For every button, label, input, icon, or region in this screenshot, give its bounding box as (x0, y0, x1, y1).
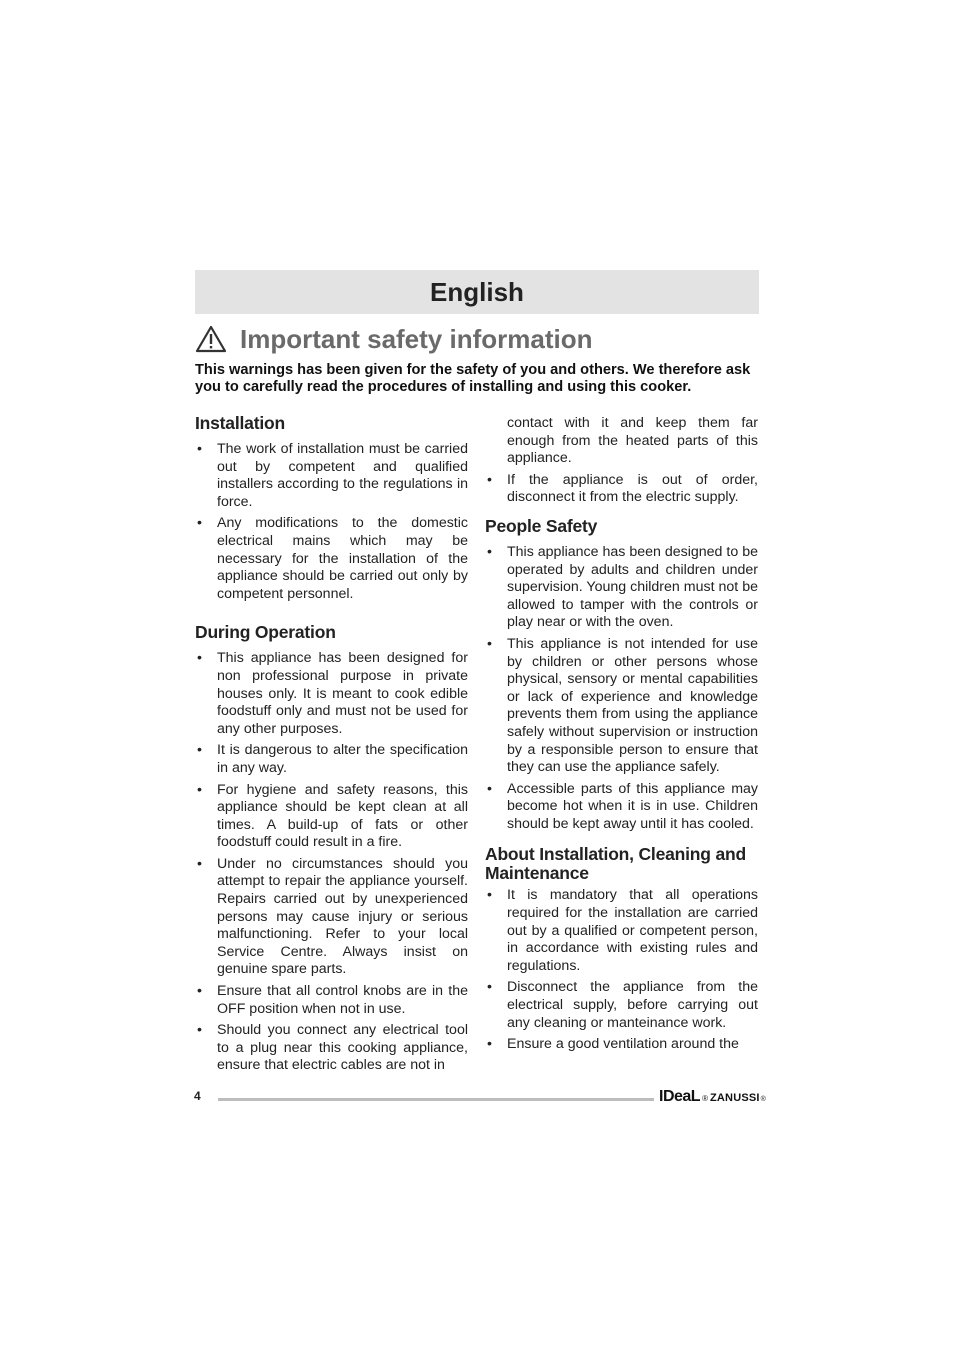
people-safety-list (485, 544, 758, 834)
footer-divider (218, 1098, 654, 1101)
list-item: • Disconnect the appliance from the electrical supply, before carrying out any cleaning or manteinance work. (487, 979, 758, 1031)
section-title-maintenance: About Installation, Cleaning and Maintenance (485, 844, 746, 884)
page-title: Important safety information (240, 323, 593, 354)
list-item: • Should you connect any electrical tool to a plug near this cooking appliance, ensure that electric cables are not in (197, 1022, 468, 1074)
list-item: • Any modifications to the domestic electrical mains which may be necessary for the installation of the appliance should be carried out only by competent personnel. (197, 515, 468, 602)
right-column (485, 415, 758, 1074)
list-item: • Accessible parts of this appliance may become hot when it is in use. Children should be kept away until it has cooled. (487, 780, 758, 832)
list-item: • Ensure a good ventilation around the (487, 1036, 739, 1053)
section-title-installation: Installation (195, 413, 285, 433)
list-item: • Ensure that all control knobs are in the OFF position when not in use. (197, 983, 468, 1017)
operation-list-continued (485, 472, 758, 507)
logo-zanussi-text: ZANUSSI (709, 1092, 760, 1104)
section-title-people-safety: People Safety (485, 515, 598, 536)
list-item: • For hygiene and safety reasons, this appliance should be kept clean at all times. A build-up of fats or other foodstuff could result in a fire. (197, 781, 468, 851)
list-item: • If the appliance is out of order, disconnect it from the electric supply. (487, 471, 758, 506)
list-item: • It is dangerous to alter the specification in any way. (197, 742, 468, 776)
list-item: • It is mandatory that all operations required for the installation are carried out by a qualified or competent person, in accordance with existing rules and regulations. (487, 887, 758, 974)
list-item: • This appliance has been designed for non professional purpose in private houses only. It is meant to cook edible foodstuff only and must not be used for any other purposes. (197, 650, 468, 737)
section-title-operation: During Operation (195, 622, 336, 643)
page-header (195, 322, 592, 356)
list-item: • Under no circumstances should you attempt to repair the appliance yourself. Repairs carried out by unexperienced persons may cause injury or serious malfunctioning. Refer to your local Service Centre. Always insist on genuine spare parts. (197, 855, 468, 978)
installation-list (195, 441, 468, 603)
logo-registered-mark: ® (760, 1096, 766, 1103)
list-item: • The work of installation must be carried out by competent and qualified installers according to the regulations in force. (197, 441, 468, 510)
intro-text: This warnings has been given for the safety of you and others. We therefore ask you to carefully read the procedures of installing and using this cooker. (195, 362, 751, 395)
logo-separator: ® (702, 1094, 708, 1103)
warning-triangle-icon (195, 325, 227, 353)
list-item: • This appliance has been designed to be operated by adults and children under supervision. Young children must not be allowed to tamper with the controls or play near or with the oven. (487, 543, 758, 631)
continued-text: contact with it and keep them far enough from the heated parts of this appliance. (507, 415, 758, 467)
left-column (195, 414, 468, 1095)
language-title: English (430, 276, 524, 307)
logo-ideal-text: IDeaL (659, 1088, 701, 1105)
language-band (195, 270, 759, 314)
operation-list (195, 650, 468, 1075)
list-item: • This appliance is not intended for use by children or other persons whose physical, sensory or mental capabilities or lack of experience and knowledge prevents them from using the appliance safely without supervision or instruction by a responsible person to ensure that they can use the appliance safely. (487, 635, 758, 776)
maintenance-list (485, 887, 758, 1053)
page-number: 4 (194, 1089, 201, 1103)
brand-logo (659, 1088, 766, 1106)
